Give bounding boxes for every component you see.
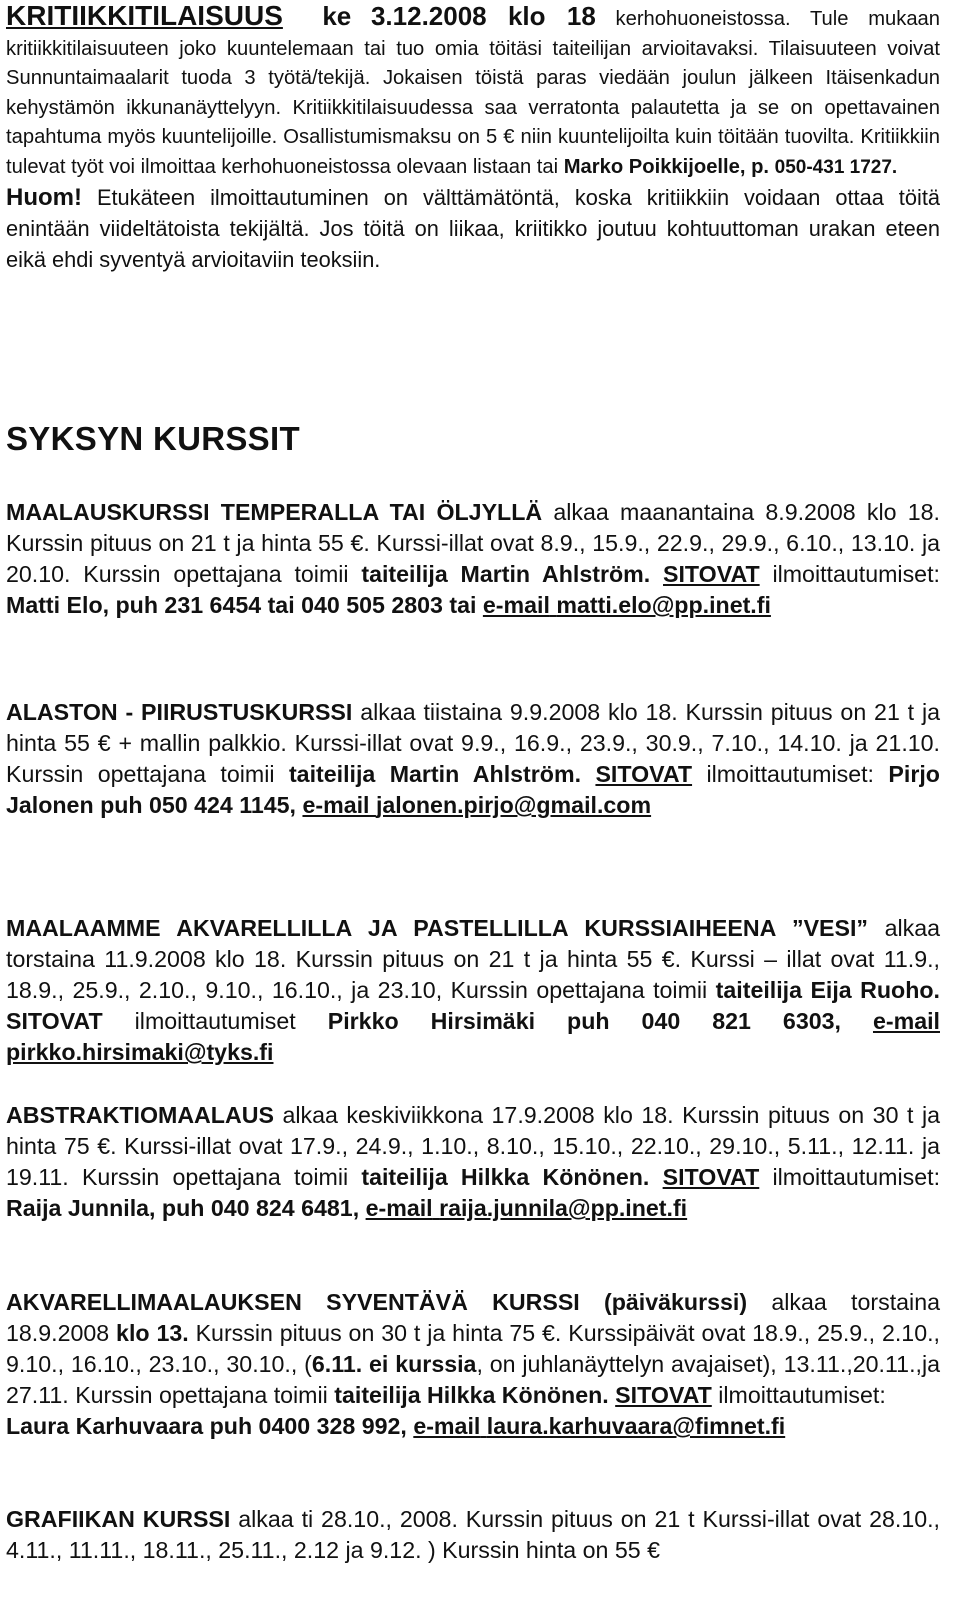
course-teacher: taiteilija Hilkka Könönen.: [361, 1164, 650, 1191]
email-label: e-mail: [413, 1413, 481, 1440]
course-contact: Matti Elo, puh 231 6454 tai 040 505 2803 tai: [6, 592, 477, 619]
sitovat-label: SITOVAT: [663, 561, 760, 588]
course-text: alkaa torstaina 18.9.2008: [6, 1289, 940, 1347]
course-teacher: taiteilija Martin Ahlström.: [288, 761, 582, 788]
document-page: [6, 0, 941, 1564]
course-block: [6, 697, 940, 821]
course-text: alkaa ti 28.10., 2008. Kurssin pituus on 21 t Kurssi-illat ovat 28.10., 4.11., 11.11., 18.11., 25.11., 2.12 ja 9.12. ) Kurssin hinta on 55 €: [6, 1506, 940, 1564]
course-contact: Laura Karhuvaara puh 0400 328 992,: [6, 1413, 407, 1440]
no-course-note: 6.11. ei kurssia: [311, 1351, 477, 1378]
course-paragraph: [6, 1287, 940, 1442]
course-text: alkaa torstaina 11.9.2008 klo 18. Kurssin pituus on 21 t ja hinta 55 €. Kurssi – illat ovat 11.9., 18.9., 25.9., 2.10., 9.10., 16.10., ja 23.10, Kurssin opettajana toimii: [6, 915, 940, 1004]
critique-contact: Marko Poikkijoelle, p.: [563, 155, 770, 178]
email-link[interactable]: [413, 1413, 785, 1439]
course-block: [6, 913, 940, 1068]
course-paragraph: [6, 1504, 940, 1566]
email-label: e-mail: [302, 792, 370, 819]
course-text: alkaa maanantaina 8.9.2008 klo 18. Kurssin pituus on 21 t ja hinta 55 €. Kurssi-illat ovat 8.9., 15.9., 22.9., 29.9., 6.10., 13.10. ja 20.10. Kurssin opettajana toimii: [6, 499, 940, 588]
section-title: SYKSYN KURSSIT: [6, 420, 300, 457]
course-paragraph: [6, 913, 940, 1068]
registration-label: ilmoittautumiset:: [772, 561, 940, 588]
course-teacher: taiteilija Hilkka Könönen.: [334, 1382, 609, 1409]
email-address: laura.karhuvaara@fimnet.fi: [486, 1413, 786, 1440]
course-text-continued: Kurssin pituus on 30 t ja hinta 75 €. Kurssipäivät ovat 18.9., 25.9., 2.10., 9.10., 16.10., 23.10., 30.10., (: [6, 1320, 940, 1378]
course-paragraph: [6, 497, 940, 621]
course-name: GRAFIIKAN KURSSI: [6, 1506, 231, 1532]
email-label: e-mail: [872, 1008, 940, 1035]
course-paragraph: [6, 697, 940, 821]
registration-label: ilmoittautumiset:: [718, 1382, 886, 1409]
sitovat-label: SITOVAT: [615, 1382, 712, 1409]
sitovat-label: SITOVAT: [662, 1164, 760, 1191]
course-name: ABSTRAKTIOMAALAUS: [6, 1102, 274, 1128]
critique-location: kerhohuoneistossa.: [615, 8, 791, 30]
course-paragraph: [6, 1100, 940, 1224]
critique-body: Tule mukaan kritiikkitilaisuuteen joko kuuntelemaan tai tuo omia töitäsi taiteilijan arvioitavaksi. Tilaisuuteen voivat Sunnuntaimaalarit tuoda 3 työtä/tekijä. Jokaisen töistä paras viedään joulun jälkeen Itäisenkadun kehystämön ikkunanäyttelyyn. Kritiikkitilaisuudessa saa verratonta palautetta ja se on opettavainen tapahtuma myös kuuntelijoille. Osallistumismaksu on 5 € niin kuuntelijoilta kuin töitään tuovilta. Kritiikkiin tulevat työt voi ilmoittaa kerhohuoneistossa olevaan listaan tai: [6, 8, 941, 178]
email-address: pirkko.hirsimaki@tyks.fi: [6, 1039, 274, 1066]
email-address: raija.junnila@pp.inet.fi: [439, 1195, 688, 1222]
course-block: [6, 1504, 940, 1566]
critique-date: 3.12.2008 klo 18: [370, 1, 596, 31]
sitovat-label: SITOVAT: [595, 761, 693, 788]
huom-text: Etukäteen ilmoittautuminen on välttämätöntä, koska kritiikkiin voidaan ottaa töitä enintään viideltätoista tekijältä. Jos töitä on liikaa, kriitikko joutuu kohtuuttoman urakan eteen eikä ehdi syventyä arvioitaviin teoksiin.: [6, 185, 940, 273]
course-text-end: , on juhlanäyttelyn avajaiset), 13.11.,20.11.,ja 27.11. Kurssin opettajana toimii: [6, 1351, 941, 1409]
email-label: e-mail: [365, 1195, 433, 1222]
email-link[interactable]: [366, 1195, 688, 1221]
course-block: [6, 1100, 940, 1224]
course-contact: Pirkko Hirsimäki puh 040 821 6303,: [327, 1008, 841, 1035]
sitovat-label: SITOVAT: [6, 1008, 103, 1035]
course-name: AKVARELLIMAALAUKSEN SYVENTÄVÄ KURSSI (päiväkurssi): [6, 1289, 748, 1315]
critique-weekday: ke: [322, 1, 352, 31]
email-link[interactable]: [302, 792, 651, 818]
registration-label: ilmoittautumiset: [134, 1008, 296, 1035]
critique-paragraph: [6, 1, 940, 182]
course-text: alkaa tiistaina 9.9.2008 klo 18. Kurssin pituus on 21 t ja hinta 55 € + mallin palkkio. Kurssi-illat ovat 9.9., 16.9., 23.9., 30.9., 7.10., 14.10. ja 21.10. Kurssin opettajana toimii: [6, 699, 941, 788]
course-contact: Raija Junnila, puh 040 824 6481,: [6, 1195, 360, 1222]
email-address: jalonen.pirjo@gmail.com: [375, 792, 652, 819]
course-contact: Pirjo Jalonen puh 050 424 1145,: [6, 761, 940, 819]
email-link[interactable]: [483, 592, 771, 618]
registration-label: ilmoittautumiset:: [706, 761, 874, 788]
critique-phone: 050-431 1727.: [774, 156, 898, 178]
course-block: [6, 1287, 940, 1442]
email-address: matti.elo@pp.inet.fi: [556, 592, 771, 619]
course-teacher: taiteilija Martin Ahlström.: [361, 561, 651, 588]
course-name: ALASTON - PIIRUSTUSKURSSI: [6, 699, 353, 725]
course-time: klo 13.: [116, 1320, 189, 1347]
course-text: alkaa keskiviikkona 17.9.2008 klo 18. Kurssin pituus on 30 t ja hinta 75 €. Kurssi-illat ovat 17.9., 24.9., 1.10., 8.10., 15.10., 22.10., 29.10., 5.11., 12.11. ja 19.11. Kurssin opettajana toimii: [6, 1102, 940, 1191]
course-block: [6, 497, 940, 621]
course-name: MAALAAMME AKVARELLILLA JA PASTELLILLA KURSSIAIHEENA ”VESI”: [6, 915, 869, 941]
huom-label: Huom!: [6, 184, 82, 211]
course-teacher: taiteilija Eija Ruoho.: [715, 977, 940, 1004]
registration-label: ilmoittautumiset:: [772, 1164, 941, 1191]
email-label: e-mail: [482, 592, 550, 619]
critique-title: KRITIIKKITILAISUUS: [6, 0, 283, 31]
course-name: MAALAUSKURSSI TEMPERALLA TAI ÖLJYLLÄ: [6, 499, 543, 525]
huom-paragraph: [6, 182, 940, 276]
